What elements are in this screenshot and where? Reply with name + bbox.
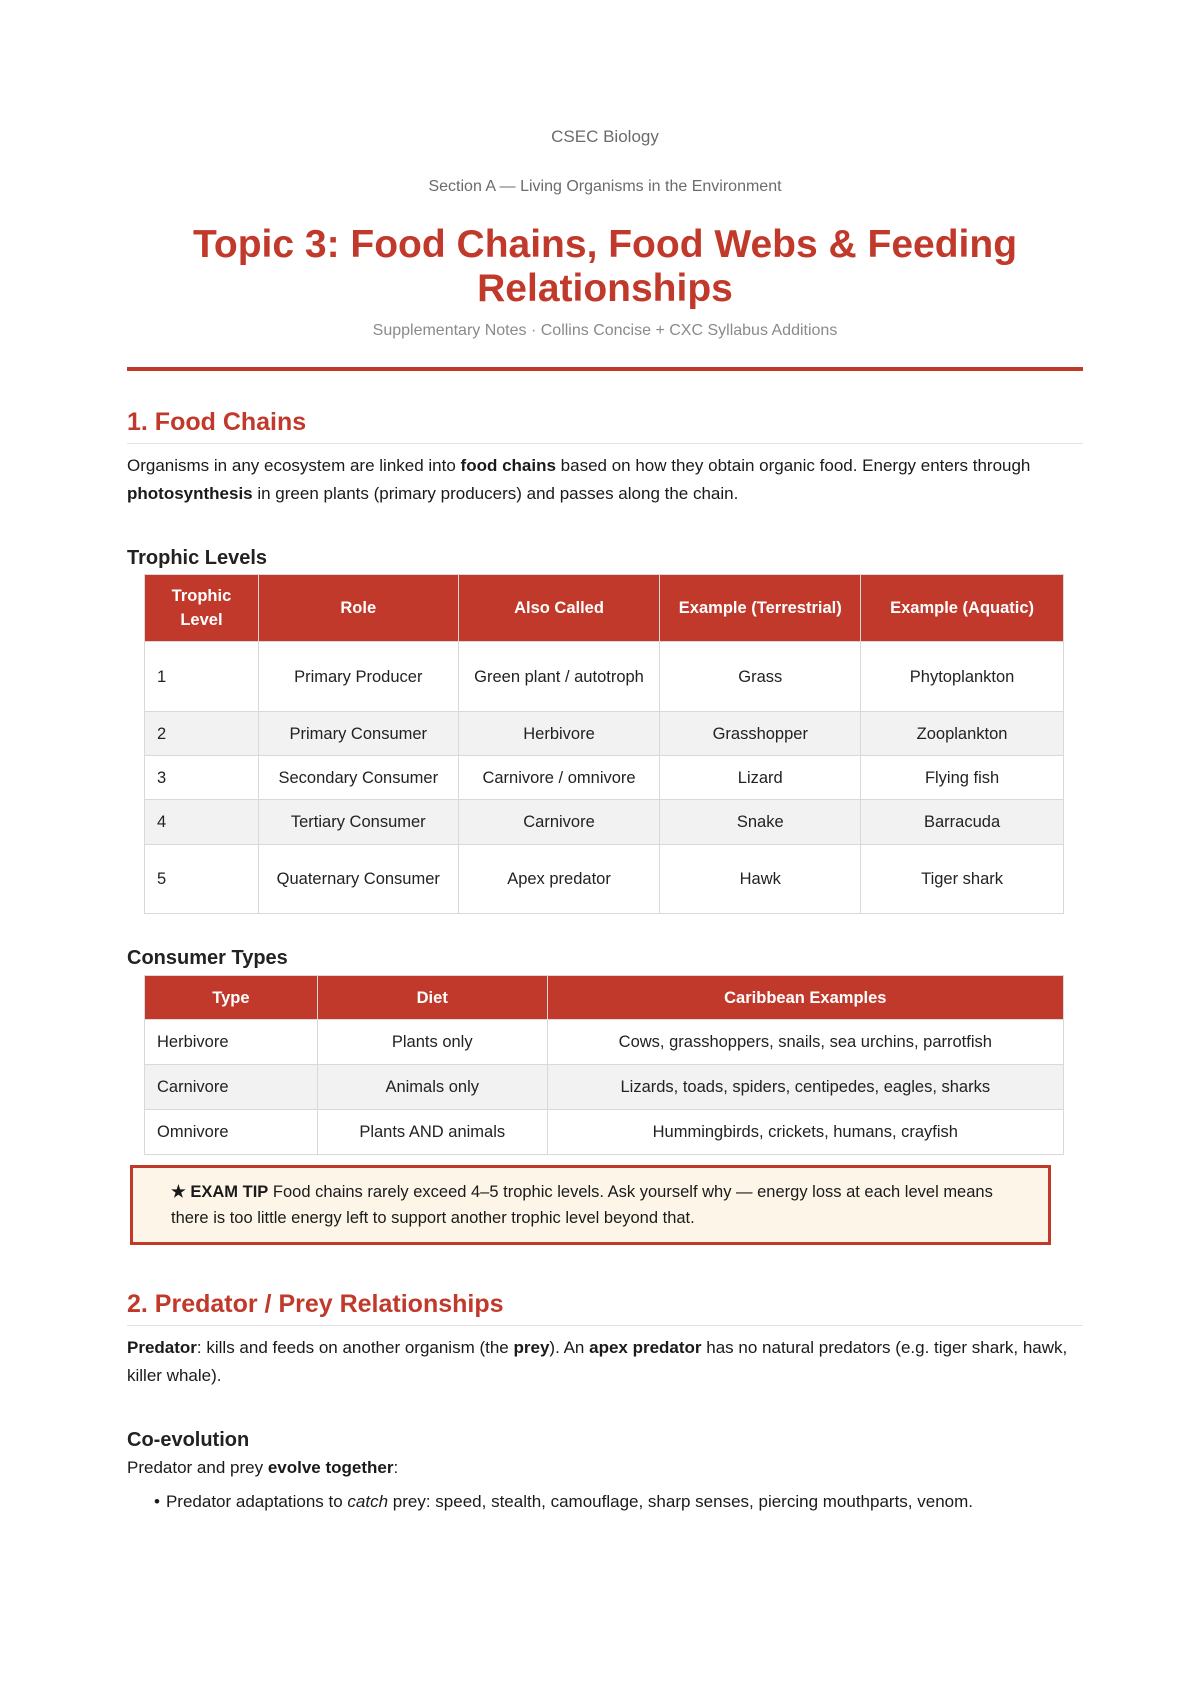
column-header: Role: [258, 575, 458, 642]
table-row: [145, 845, 1064, 914]
column-header: Example (Aquatic): [861, 575, 1064, 642]
column-header: Diet: [317, 976, 547, 1020]
table-cell: Carnivore: [458, 800, 660, 845]
table-cell: Phytoplankton: [861, 642, 1064, 712]
list-item: • Predator adaptations to catch prey: speed, stealth, camouflage, sharp senses, piercing mouthparts, venom.: [154, 1488, 1083, 1516]
table-cell: Grass: [660, 642, 861, 712]
table-row: [145, 1020, 1064, 1065]
table-cell: Omnivore: [145, 1110, 318, 1155]
table-cell: Apex predator: [458, 845, 660, 914]
column-header: Trophic Level: [145, 575, 259, 642]
table-cell: Hummingbirds, crickets, humans, crayfish: [547, 1110, 1063, 1155]
exam-tip-box: [130, 1165, 1051, 1245]
table-row: [145, 712, 1064, 756]
table-header-row: [145, 575, 1064, 642]
consumer-types-table: [144, 975, 1064, 1155]
course-name: CSEC Biology: [551, 127, 659, 146]
table-cell: Herbivore: [145, 1020, 318, 1065]
page-subtitle: Supplementary Notes · Collins Concise + CXC Syllabus Additions: [372, 322, 838, 339]
column-header: Example (Terrestrial): [660, 575, 861, 642]
table-row: [145, 1110, 1064, 1155]
table-cell: Tertiary Consumer: [258, 800, 458, 845]
table-cell: 5: [145, 845, 259, 914]
term-photosynthesis: photosynthesis: [127, 484, 253, 503]
table-cell: Herbivore: [458, 712, 660, 756]
exam-tip-text: Food chains rarely exceed 4–5 trophic levels. Ask yourself why — energy loss at each level means there is too little energy left to support another trophic level beyond that.: [171, 1183, 993, 1227]
table-cell: Cows, grasshoppers, snails, sea urchins, parrotfish: [547, 1020, 1063, 1065]
consumer-types-heading: Consumer Types: [127, 947, 288, 969]
column-header: Caribbean Examples: [547, 976, 1063, 1020]
table-row: [145, 800, 1064, 845]
table-cell: Carnivore: [145, 1065, 318, 1110]
table-cell: Lizards, toads, spiders, centipedes, eagles, sharks: [547, 1065, 1063, 1110]
table-header-row: [145, 976, 1064, 1020]
page-title: Topic 3: Food Chains, Food Webs & Feeding Relationships: [192, 223, 1018, 310]
table-cell: Primary Consumer: [258, 712, 458, 756]
coevolution-list: [127, 1488, 1083, 1516]
trophic-levels-heading: Trophic Levels: [127, 547, 268, 569]
table-cell: Quaternary Consumer: [258, 845, 458, 914]
table-cell: Lizard: [660, 756, 861, 800]
table-cell: Barracuda: [861, 800, 1064, 845]
table-cell: 1: [145, 642, 259, 712]
column-header: Type: [145, 976, 318, 1020]
food-chains-intro: Organisms in any ecosystem are linked into food chains based on how they obtain organic food. Energy enters through photosynthesis in green plants (primary producers) and passes along the chain.: [127, 456, 1031, 503]
section-heading-food-chains: 1. Food Chains: [127, 407, 1083, 444]
table-cell: Plants only: [317, 1020, 547, 1065]
section-heading-predator-prey: 2. Predator / Prey Relationships: [127, 1289, 1083, 1326]
title-divider: [127, 367, 1083, 371]
table-cell: Snake: [660, 800, 861, 845]
predator-definition: Predator: kills and feeds on another organism (the prey). An apex predator has no natural predators (e.g. tiger shark, hawk, killer whale).: [127, 1338, 1068, 1385]
column-header: Also Called: [458, 575, 660, 642]
table-row: [145, 1065, 1064, 1110]
table-cell: Tiger shark: [861, 845, 1064, 914]
table-cell: Carnivore / omnivore: [458, 756, 660, 800]
table-cell: Grasshopper: [660, 712, 861, 756]
table-cell: 2: [145, 712, 259, 756]
coevolution-intro: Predator and prey evolve together:: [127, 1458, 399, 1477]
term-food-chains: food chains: [460, 456, 556, 475]
table-row: [145, 756, 1064, 800]
table-cell: Secondary Consumer: [258, 756, 458, 800]
trophic-levels-table: [144, 574, 1064, 914]
table-cell: Zooplankton: [861, 712, 1064, 756]
document-page: [127, 0, 1083, 1516]
coevolution-heading: Co-evolution: [127, 1429, 250, 1451]
table-cell: Animals only: [317, 1065, 547, 1110]
table-cell: Primary Producer: [258, 642, 458, 712]
table-cell: Hawk: [660, 845, 861, 914]
table-cell: Green plant / autotroph: [458, 642, 660, 712]
table-cell: Plants AND animals: [317, 1110, 547, 1155]
section-name: Section A — Living Organisms in the Environment: [428, 178, 782, 195]
table-row: [145, 642, 1064, 712]
table-cell: 4: [145, 800, 259, 845]
table-cell: 3: [145, 756, 259, 800]
exam-tip-label: ★ EXAM TIP: [171, 1183, 269, 1201]
table-cell: Flying fish: [861, 756, 1064, 800]
